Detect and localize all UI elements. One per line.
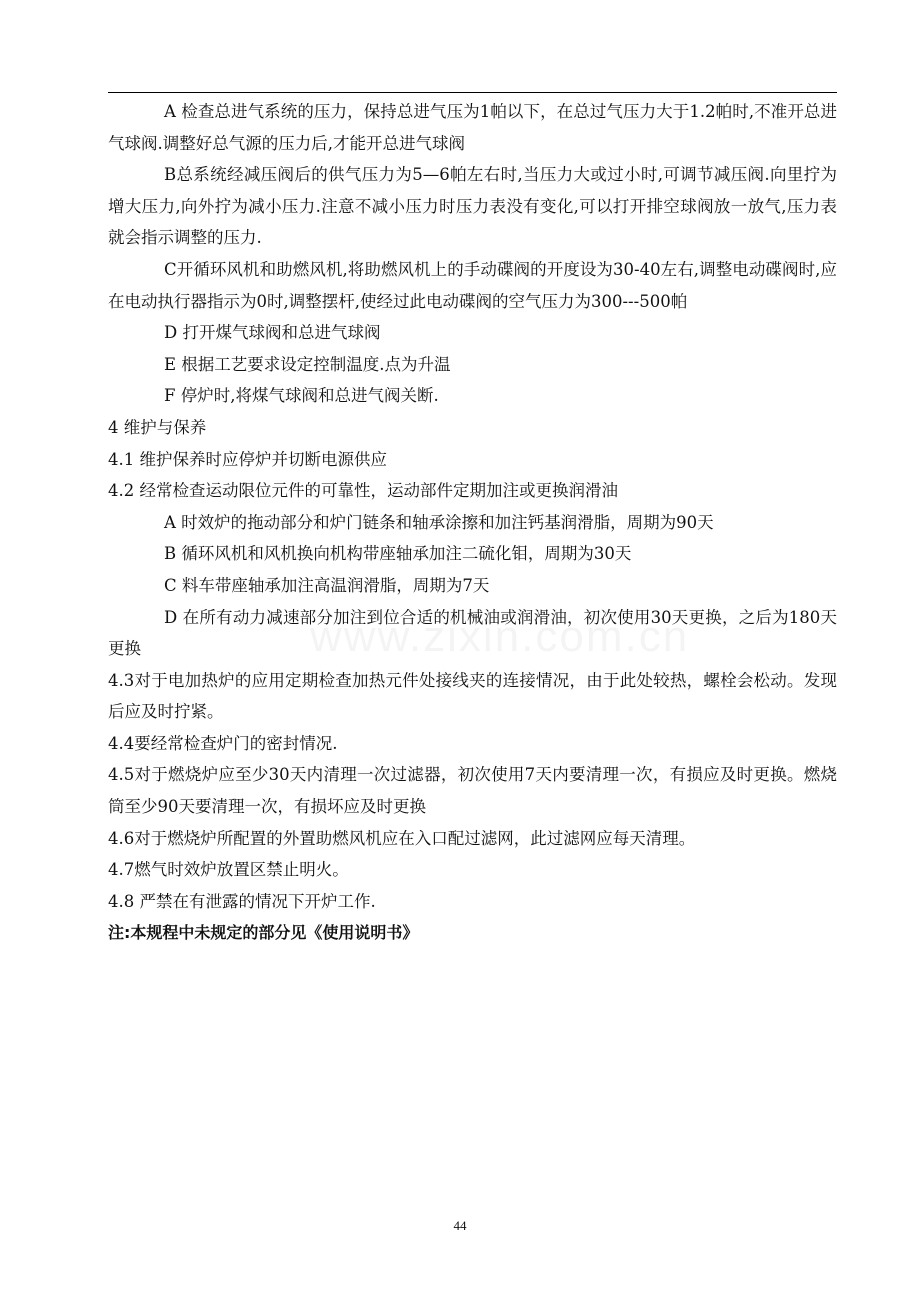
- clause-4-2: 4.2 经常检查运动限位元件的可靠性，运动部件定期加注或更换润滑油: [108, 481, 618, 501]
- step-b-adjust-regulator: B总系统经减压阀后的供气压力为5—6帕左右时,当压力大或过小时,可调节减压阀.向里拧为增大压力,向外拧为减小压力.注意不减小压力时压力表没有变化,可以打开排空球阀放一放气,压力表就会指示调整的压力.: [108, 165, 837, 248]
- note-see-manual: 注:本规程中未规定的部分见《使用说明书》: [108, 923, 419, 943]
- clause-4-2-d: D 在所有动力减速部分加注到位合适的机械油或润滑油，初次使用30天更换，之后为180天更换: [108, 607, 837, 659]
- clause-4-6: 4.6对于燃烧炉所配置的外置助燃风机应在入口配过滤网，此过滤网应每天清理。: [108, 828, 696, 848]
- clause-4-8: 4.8 严禁在有泄露的情况下开炉工作.: [108, 891, 376, 911]
- clause-4-1: 4.1 维护保养时应停炉并切断电源供应: [108, 449, 387, 469]
- clause-4-3: 4.3对于电加热炉的应用定期检查加热元件处接线夹的连接情况，由于此处较热，螺栓会松动。发现后应及时拧紧。: [108, 670, 837, 722]
- clause-4-7: 4.7燃气时效炉放置区禁止明火。: [108, 860, 349, 880]
- clause-4-5: 4.5对于燃烧炉应至少30天内清理一次过滤器，初次使用7天内要清理一次，有损应及时更换。燃烧筒至少90天要清理一次，有损坏应及时更换: [108, 765, 837, 817]
- step-a-check-pressure: A 检查总进气系统的压力，保持总进气压为1帕以下，在总过气压力大于1.2帕时,不准开总进气球阀.调整好总气源的压力后,才能开总进气球阀: [108, 102, 837, 153]
- header-rule: [108, 92, 837, 93]
- page-number: 44: [453, 1218, 467, 1233]
- clause-4-4: 4.4要经常检查炉门的密封情况.: [108, 733, 338, 753]
- step-e-set-temperature: E 根据工艺要求设定控制温度.点为升温: [164, 354, 451, 374]
- document-body: [108, 96, 837, 949]
- step-c-start-fans: C开循环风机和助燃风机,将助燃风机上的手动碟阀的开度设为30-40左右,调整电动碟阀时,应在电动执行器指示为0时,调整摆杆,使经过此电动碟阀的空气压力为300---500帕: [108, 259, 837, 311]
- clause-4-2-b: B 循环风机和风机换向机构带座轴承加注二硫化钼，周期为30天: [164, 544, 632, 564]
- step-d-open-valves: D 打开煤气球阀和总进气球阀: [164, 323, 381, 343]
- step-f-shutdown: F 停炉时,将煤气球阀和总进气阀关断.: [164, 386, 439, 406]
- clause-4-2-a: A 时效炉的拖动部分和炉门链条和轴承涂擦和加注钙基润滑脂，周期为90天: [164, 512, 714, 532]
- clause-4-2-c: C 料车带座轴承加注高温润滑脂，周期为7天: [164, 575, 490, 595]
- section-heading-maintenance: 4 维护与保养: [108, 417, 207, 437]
